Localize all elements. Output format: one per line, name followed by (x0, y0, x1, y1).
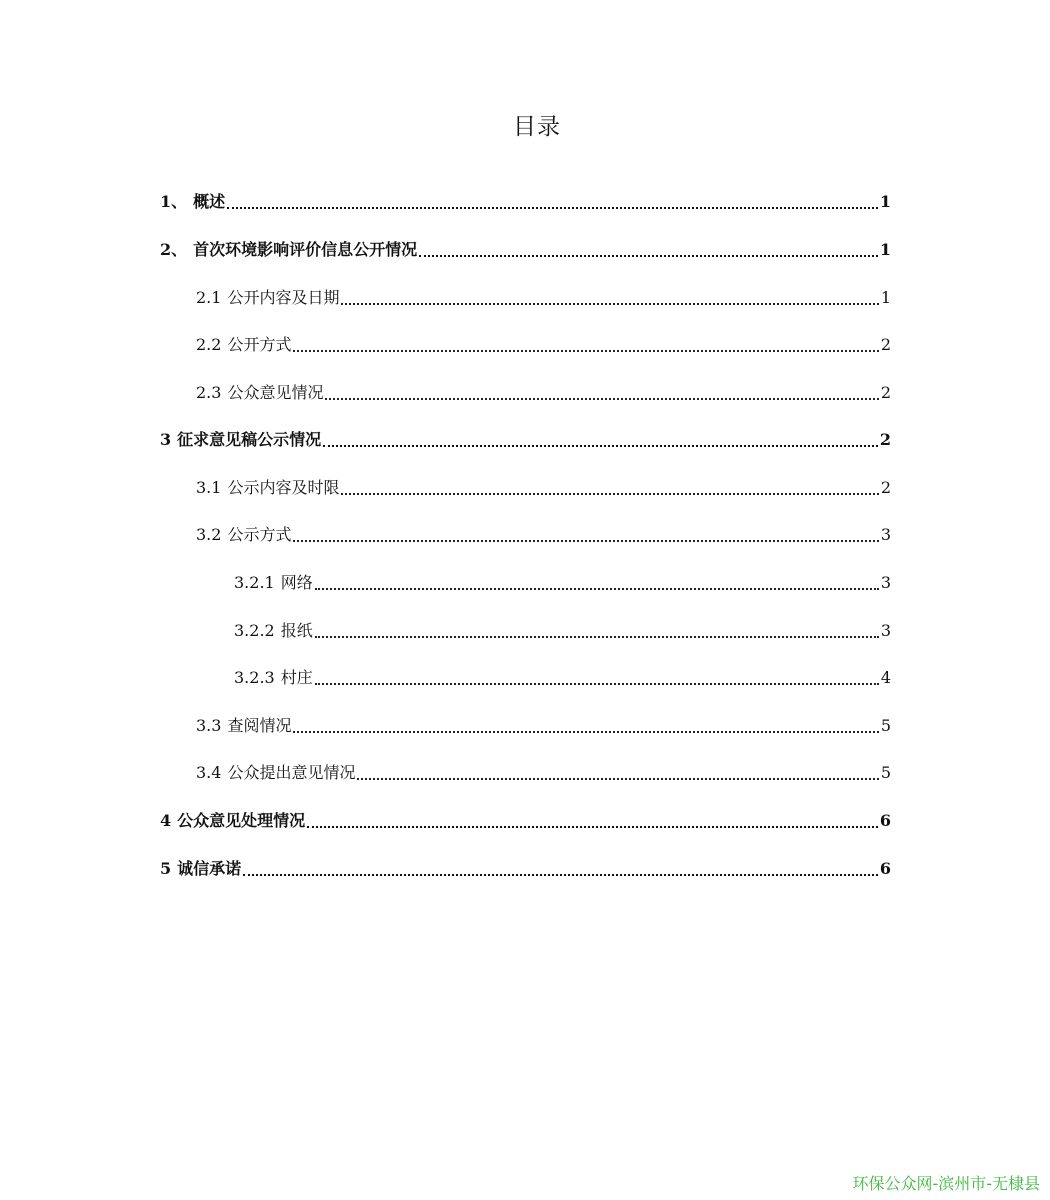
toc-entry-number: 3.2.2 (234, 621, 275, 640)
toc-entry-title: 概述 (193, 192, 226, 211)
dot-leader (243, 856, 878, 876)
toc-entry-number: 2.1 (196, 288, 222, 307)
toc-entry[interactable] (160, 426, 891, 450)
dot-leader (323, 427, 878, 447)
toc-entry-page: 3 (880, 573, 891, 592)
toc-entry-page: 2 (880, 335, 891, 354)
toc-entry-page: 5 (880, 763, 891, 782)
toc-entry-page: 2 (879, 430, 891, 449)
toc-entry-title: 公示方式 (227, 525, 292, 544)
toc-entry-number: 3.2 (196, 525, 222, 544)
toc-entry[interactable] (196, 759, 891, 783)
toc-entry-title: 查阅情况 (227, 716, 292, 735)
toc-entry[interactable] (196, 474, 891, 498)
toc-entry-title: 公众意见情况 (227, 383, 324, 402)
toc-entry[interactable] (196, 284, 891, 308)
dot-leader (315, 570, 879, 590)
toc-entry-page: 6 (879, 859, 891, 878)
site-watermark: 环保公众网-滨州市-无棣县 (852, 1174, 1040, 1193)
toc-entry[interactable] (196, 331, 891, 355)
toc-entry[interactable] (234, 664, 891, 688)
dot-leader (293, 713, 878, 733)
toc-entry[interactable] (160, 236, 891, 260)
toc-entry-title: 网络 (280, 573, 313, 592)
toc-entry-page: 5 (880, 716, 891, 735)
toc-entry-title: 公众意见处理情况 (177, 811, 306, 830)
toc-entry-title: 报纸 (280, 621, 313, 640)
toc-entry-title: 公开方式 (227, 335, 292, 354)
dot-leader (341, 285, 878, 305)
toc-entry-title: 公众提出意见情况 (227, 763, 356, 782)
toc-entry[interactable] (160, 188, 891, 212)
toc-entry-page: 3 (880, 525, 891, 544)
toc-entry[interactable] (196, 521, 891, 545)
toc-entry-page: 1 (880, 288, 891, 307)
dot-leader (325, 380, 878, 400)
toc-entry-title: 首次环境影响评价信息公开情况 (193, 240, 418, 259)
dot-leader (357, 760, 878, 780)
toc-entry[interactable] (234, 569, 891, 593)
dot-leader (315, 665, 879, 685)
toc-entry-number: 2.2 (196, 335, 222, 354)
toc-entry[interactable] (160, 807, 891, 831)
toc-entry-number: 2、 (160, 240, 188, 259)
toc-entry-number: 3.4 (196, 763, 222, 782)
toc-entry-number: 2.3 (196, 383, 222, 402)
toc-entry-title: 征求意见稿公示情况 (177, 430, 322, 449)
toc-entry-number: 4 (160, 811, 172, 830)
dot-leader (419, 237, 878, 257)
dot-leader (227, 189, 878, 209)
dot-leader (307, 808, 878, 828)
toc-entry-page: 4 (880, 668, 891, 687)
dot-leader (315, 618, 879, 638)
toc-entry-number: 3.2.1 (234, 573, 275, 592)
toc-entry-title: 村庄 (280, 668, 313, 687)
toc-entry-page: 6 (879, 811, 891, 830)
toc-entry-number: 3.2.3 (234, 668, 275, 687)
toc-entry[interactable] (196, 379, 891, 403)
toc-entry[interactable] (160, 855, 891, 879)
toc-entry-page: 2 (880, 478, 891, 497)
toc-entry-title: 诚信承诺 (177, 859, 242, 878)
toc-entry-title: 公开内容及日期 (227, 288, 340, 307)
dot-leader (341, 475, 878, 495)
toc-entry-number: 1、 (160, 192, 188, 211)
toc-entry-page: 1 (879, 240, 891, 259)
toc-entry-page: 2 (880, 383, 891, 402)
toc-entry-number: 3 (160, 430, 172, 449)
toc-entry[interactable] (234, 617, 891, 641)
toc-entry-number: 5 (160, 859, 172, 878)
toc-entry-number: 3.3 (196, 716, 222, 735)
toc-entry[interactable] (196, 712, 891, 736)
dot-leader (293, 332, 878, 352)
toc-entry-number: 3.1 (196, 478, 222, 497)
toc-entry-page: 1 (879, 192, 891, 211)
toc-entry-page: 3 (880, 621, 891, 640)
toc-entry-title: 公示内容及时限 (227, 478, 340, 497)
dot-leader (293, 522, 878, 542)
page-title: 目录 (513, 114, 561, 140)
